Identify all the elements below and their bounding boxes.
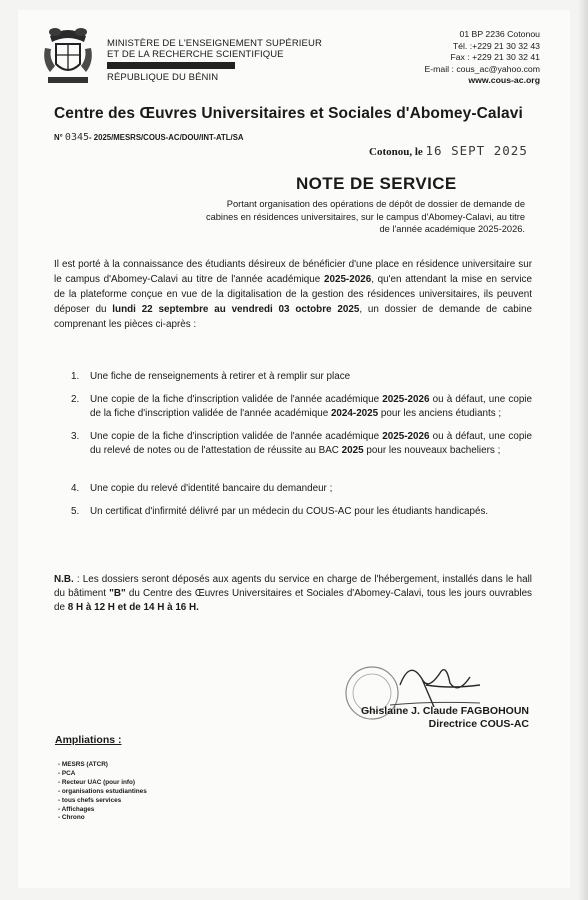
institution-name: Centre des Œuvres Universitaires et Sociales d'Abomey-Calavi (54, 105, 523, 122)
place-date (369, 143, 528, 158)
list-item: - Chrono (58, 814, 147, 823)
list-item (54, 393, 532, 422)
date-stamp: 16 SEPT 2025 (425, 143, 528, 158)
contact-block (424, 29, 540, 87)
list-item-text: ou à défaut, une copie du relevé de notes ou de l'attestation de réussite au BAC (90, 430, 532, 456)
nota-bene-paragraph (54, 573, 532, 616)
list-number: 2. (71, 393, 80, 405)
ampliations-list (58, 761, 147, 823)
list-item-year: 2025-2026 (382, 430, 430, 442)
ministry-name-line2: ET DE LA RECHERCHE SCIENTIFIQUE (107, 49, 284, 60)
list-item: - organisations estudiantines (58, 788, 147, 797)
intro-text: , un dossier de demande de cabine comprenant les pièces ci-après : (54, 304, 532, 330)
list-item-year: 2025-2026 (382, 393, 430, 405)
reference-handwritten-number: 0345 (64, 132, 90, 143)
nb-text: : Les dossiers seront déposés aux agents du service en charge de l'hébergement, installés dans le hall du bâtiment (54, 574, 532, 600)
required-documents-list (54, 370, 532, 520)
fax: Fax : +229 21 30 32 41 (450, 52, 540, 62)
list-item-text: Une fiche de renseignements à retirer et à remplir sur place (90, 371, 351, 382)
page-edge (578, 0, 588, 900)
email: E-mail : cous_ac@yahoo.com (424, 63, 540, 74)
nb-text: du Centre des Œuvres Universitaires et Sociales d'Abomey-Calavi, tous les jours ouvrables de (54, 588, 532, 614)
website-link[interactable]: www.cous-ac.org (468, 75, 540, 85)
po-box: 01 BP 2236 Cotonou (459, 29, 540, 39)
intro-period: lundi 22 septembre au vendredi 03 octobre 2025 (112, 304, 360, 315)
signatory-name: Ghislaine J. Claude FAGBOHOUN (360, 705, 529, 717)
intro-text: Il est porté à la connaissance des étudiants désireux de bénéficier d'une place en résidence universitaire sur le campus d'Abomey-Calavi au titre de l'année académique (54, 259, 532, 285)
list-item-text: Une copie de la fiche d'inscription validée de l'année académique (90, 430, 383, 442)
list-item-text: ou à défaut, une copie de la fiche d'inscription validée de l'année académique (90, 393, 532, 419)
subject-paragraph: Portant organisation des opérations de dépôt de dossier de demande de cabines en résidences universitaires, sur le campus d'Abomey-Calavi, au titre de l'année académique 2025-2026. (205, 199, 525, 234)
list-item: - MESRS (ATCR) (58, 761, 147, 770)
list-item-year: 2025 (341, 445, 364, 456)
list-item: - Affichages (58, 806, 147, 815)
list-item (54, 505, 532, 520)
list-item: - PCA (58, 770, 147, 779)
list-item: - Recteur UAC (pour info) (58, 779, 147, 788)
intro-paragraph (54, 257, 532, 332)
list-item (54, 430, 532, 459)
telephone: Tél. :+229 21 30 32 43 (452, 40, 540, 51)
list-item-text: Un certificat d'infirmité délivré par un médecin du COUS-AC pour les étudiants handicapés. (90, 506, 489, 517)
list-item-year: 2024-2025 (330, 408, 379, 419)
ministry-block (107, 38, 322, 83)
document-title: NOTE DE SERVICE (296, 174, 457, 193)
reference-suffix: - 2025/MESRS/COUS-AC/DOU/INT-ATL/SA (89, 133, 244, 142)
list-item-text: pour les anciens étudiants ; (378, 408, 502, 419)
coat-of-arms-icon (40, 22, 96, 88)
list-number: 3. (71, 430, 80, 442)
reference-number (54, 132, 244, 143)
republic-name: RÉPUBLIQUE DU BÉNIN (107, 72, 219, 83)
reference-prefix: N° (54, 133, 63, 142)
list-number: 1. (71, 371, 80, 382)
list-item (54, 482, 532, 497)
place: Cotonou, le (369, 146, 423, 158)
nb-label: N.B. (54, 574, 74, 585)
list-item (54, 370, 532, 385)
list-number: 4. (71, 482, 80, 494)
list-item: - tous chefs services (58, 797, 147, 806)
nb-building: "B" (109, 588, 126, 600)
list-item-text: Une copie du relevé d'identité bancaire du demandeur ; (90, 482, 333, 494)
intro-year: 2025-2026 (323, 274, 372, 285)
signatory-block (323, 705, 529, 731)
signatory-role: Directrice COUS-AC (428, 718, 529, 730)
ampliations-title: Ampliations : (55, 734, 122, 746)
ministry-name: MINISTÈRE DE L'ENSEIGNEMENT SUPÉRIEUR (107, 38, 322, 49)
list-item-text: Une copie de la fiche d'inscription validée de l'année académique (90, 393, 383, 405)
intro-text: , qu'en attendant la mise en service de la plateforme conçue en vue de la digitalisation de la gestion des résidences universitaires, ils peuvent déposer du (54, 274, 532, 315)
flag-bar (107, 62, 235, 69)
nb-hours: 8 H à 12 H et de 14 H à 16 H. (67, 602, 199, 614)
list-number: 5. (71, 506, 80, 517)
list-item-text: pour les nouveaux bacheliers ; (363, 445, 501, 456)
